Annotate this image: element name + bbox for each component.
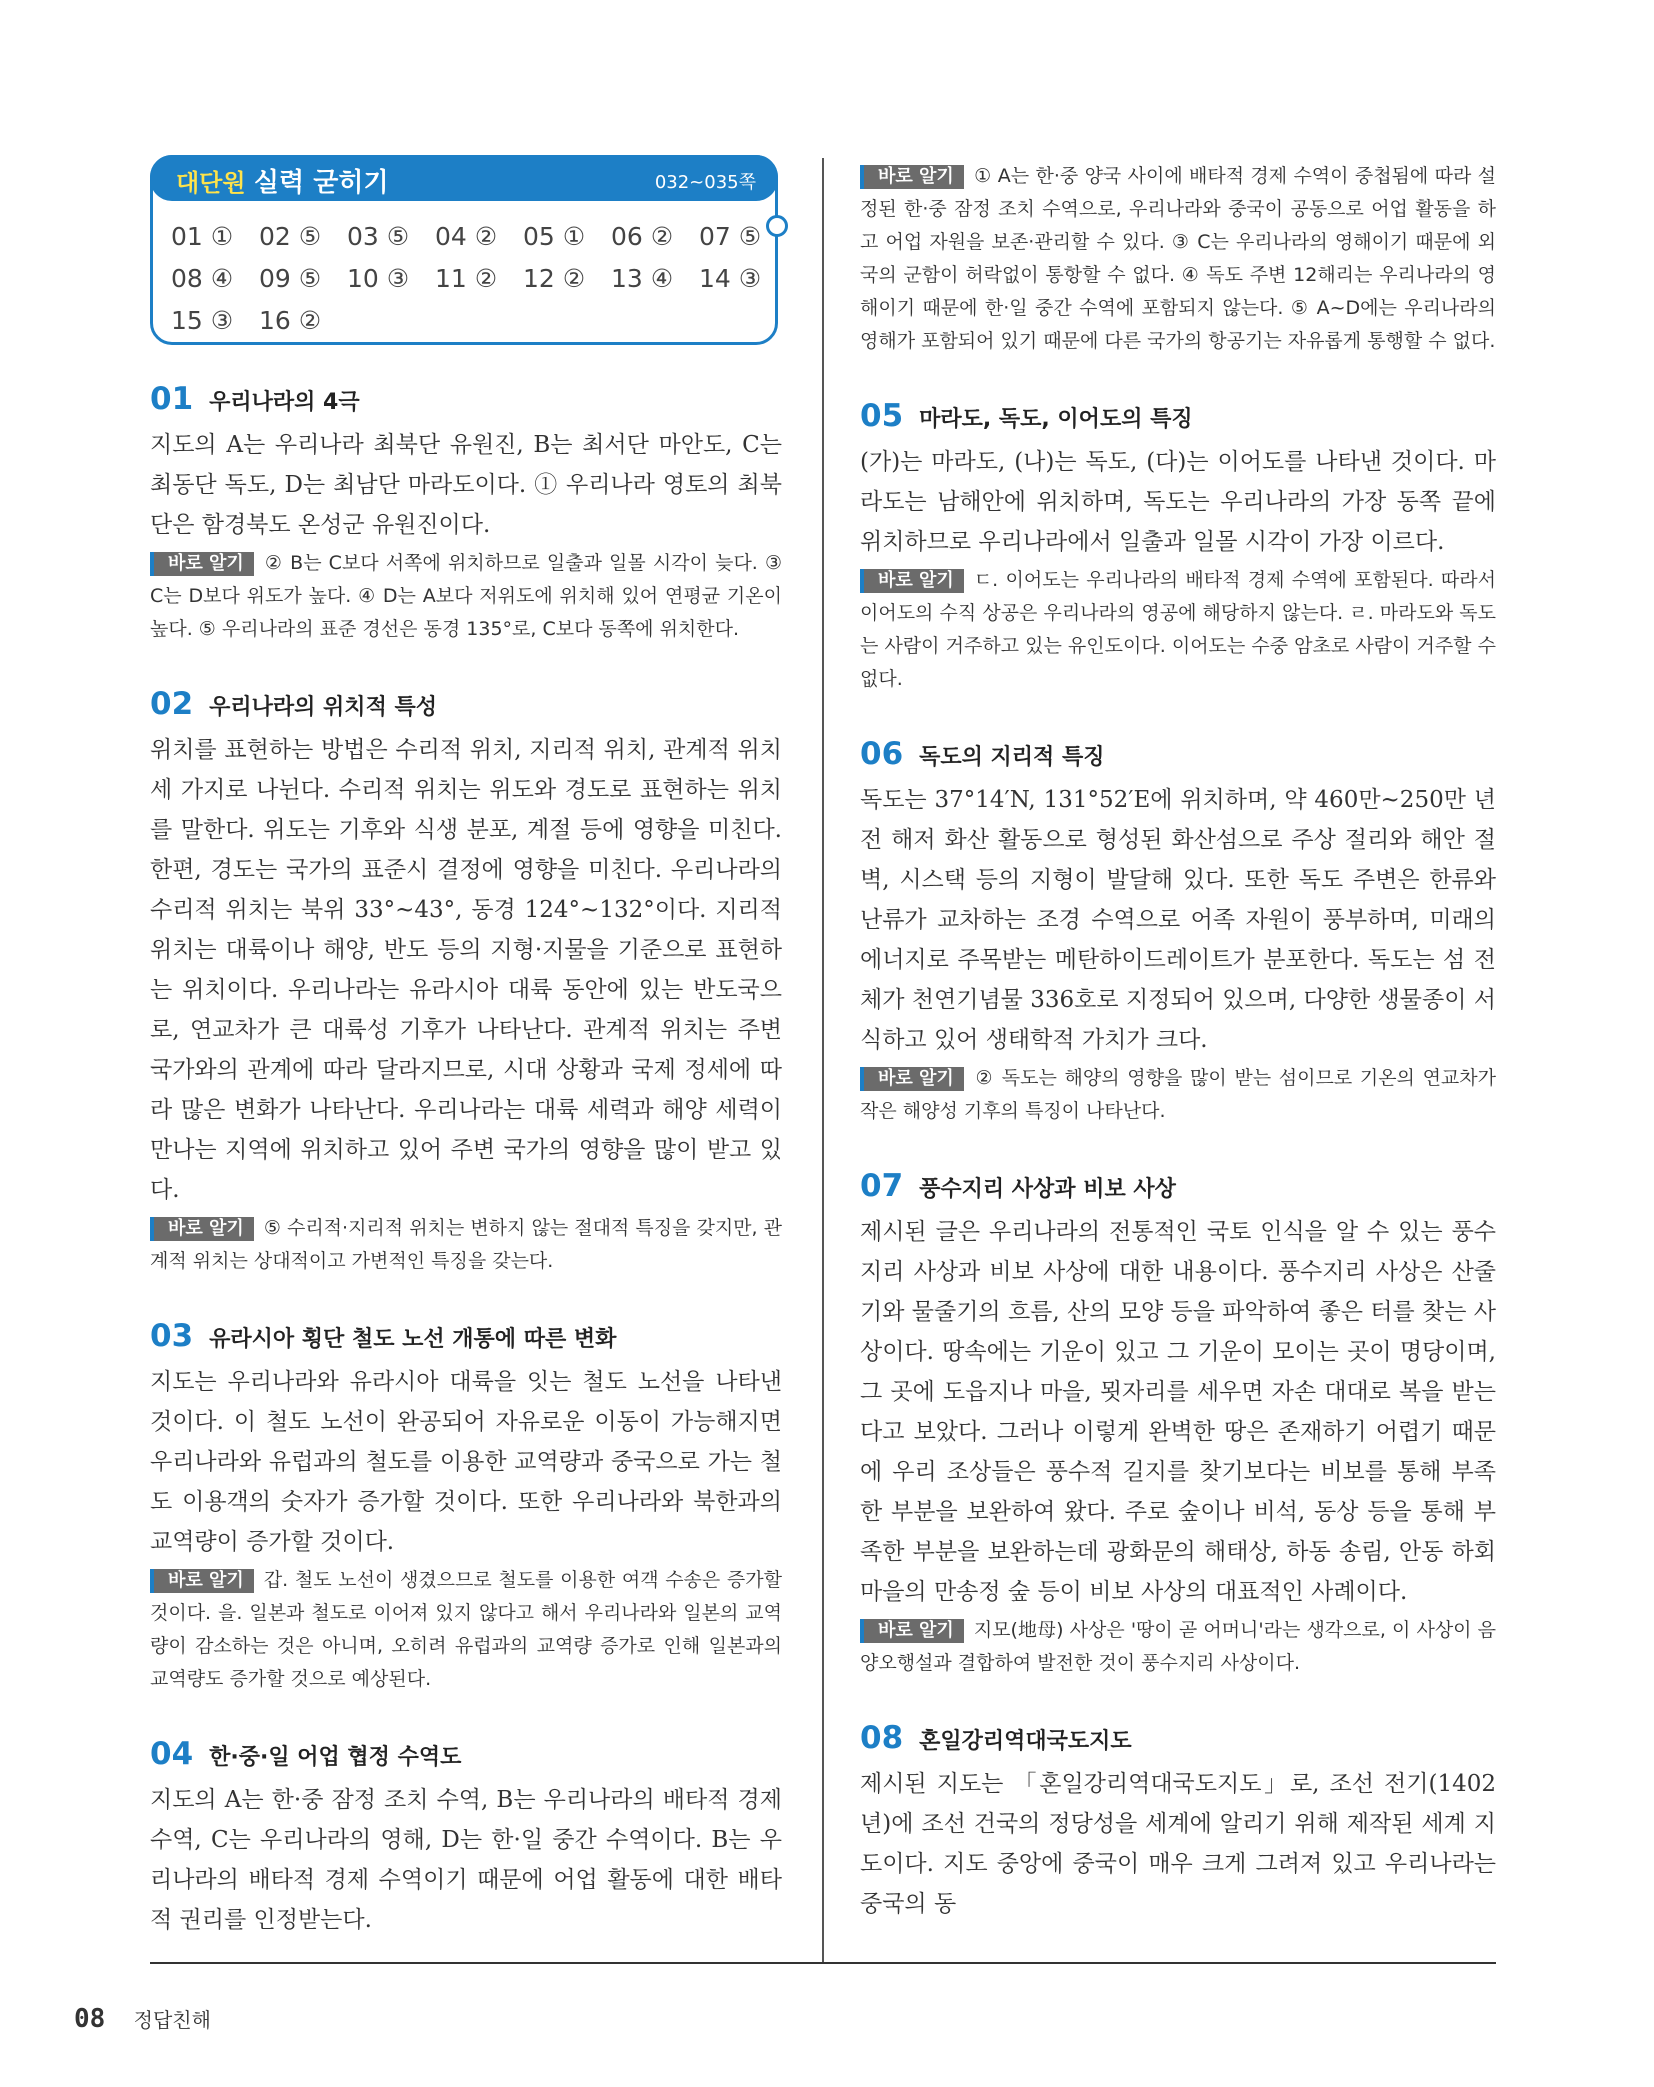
- section-number: 04: [150, 1736, 194, 1772]
- note-tag: 바로 알기: [150, 552, 254, 576]
- section-number: 08: [860, 1720, 904, 1756]
- answer-section: [860, 398, 1496, 696]
- section-header: [150, 1736, 782, 1772]
- answer-item: 02 ⑤: [259, 222, 322, 251]
- right-sections: [860, 398, 1496, 1924]
- left-sections: [150, 381, 782, 1940]
- page-number: 08: [74, 2004, 106, 2034]
- section-title: 유라시아 횡단 철도 노선 개통에 따른 변화: [209, 1327, 617, 1352]
- section-body: 위치를 표현하는 방법은 수리적 위치, 지리적 위치, 관계적 위치 세 가지로 나뉜다. 수리적 위치는 위도와 경도로 표현하는 위치를 말한다. 위도는 기후와 식생 분포, 계절 등에 영향을 미친다. 한편, 경도는 국가의 표준시 결정에 영향을 미친다. 우리나라의 수리적 위치는 북위 33°~43°, 동경 124°~132°이다. 지리적 위치는 대륙이나 해양, 반도 등의 지형·지물을 기준으로 표현하는 위치이다. 우리나라는 유라시아 대륙 동안에 있는 반도국으로, 연교차가 큰 대륙성 기후가 나타난다. 관계적 위치는 주변 국가와의 관계에 따라 달라지므로, 시대 상황과 국제 정세에 따라 많은 변화가 나타난다. 우리나라는 대륙 세력과 해양 세력이 만나는 지역에 위치하고 있어 주변 국가의 영향을 많이 받고 있다.: [150, 737, 782, 1203]
- answer-item: 13 ④: [611, 264, 674, 293]
- section-note-text: 갑. 철도 노선이 생겼으므로 철도를 이용한 여객 수송은 증가할 것이다. 을. 일본과 철도로 이어져 있지 않다고 해서 우리나라와 일본의 교역량이 감소하는 것은 아니며, 오히려 유럽과의 교역량 증가로 인해 일본과의 교역량도 증가할 것으로 예상된다.: [150, 1569, 782, 1690]
- section-number: 03: [150, 1318, 194, 1354]
- section-header: [860, 1168, 1496, 1204]
- left-column: [150, 155, 782, 1980]
- answer-item: 14 ③: [699, 264, 762, 293]
- answer-section: [150, 381, 782, 646]
- section-body: (가)는 마라도, (나)는 독도, (다)는 이어도를 나타낸 것이다. 마라도는 남해안에 위치하며, 독도는 우리나라의 가장 동쪽 끝에 위치하므로 우리나라에서 일출과 일몰 시각이 가장 이르다.: [860, 449, 1496, 555]
- section-title: 독도의 지리적 특징: [919, 745, 1105, 770]
- column-divider: [822, 158, 824, 1963]
- answer-item: 11 ②: [435, 264, 498, 293]
- answer-item: 08 ④: [171, 264, 234, 293]
- right-column: [860, 158, 1496, 1964]
- section-note: [150, 1564, 782, 1696]
- section-header: [860, 398, 1496, 434]
- footer: [74, 2004, 211, 2034]
- answer-item: 01 ①: [171, 222, 234, 251]
- section-number: 06: [860, 736, 904, 772]
- section-note-text: ㄷ. 이어도는 우리나라의 배타적 경제 수역에 포함된다. 따라서 이어도의 수직 상공은 우리나라의 영공에 해당하지 않는다. ㄹ. 마라도와 독도는 사람이 거주하고 있는 유인도이다. 이어도는 수중 암초로 사람이 거주할 수 없다.: [860, 569, 1496, 690]
- section-header: [150, 686, 782, 722]
- note-tag: 바로 알기: [860, 569, 964, 593]
- section-note-text: 지모(地母) 사상은 '땅이 곧 어머니'라는 생각으로, 이 사상이 음양오행설과 결합하여 발전한 것이 풍수지리 사상이다.: [860, 1619, 1496, 1674]
- answer-key-box: [150, 155, 778, 345]
- section-body: 지도의 A는 한·중 잠정 조치 수역, B는 우리나라의 배타적 경제 수역, C는 우리나라의 영해, D는 한·일 중간 수역이다. B는 우리나라의 배타적 경제 수역이기 때문에 어업 활동에 대한 배타적 권리를 인정받는다.: [150, 1787, 782, 1933]
- answer-item: 09 ⑤: [259, 264, 322, 293]
- answer-section: [860, 1168, 1496, 1680]
- answer-section: [860, 1720, 1496, 1924]
- answer-key-header: [150, 155, 778, 201]
- section-body: 지도는 우리나라와 유라시아 대륙을 잇는 철도 노선을 나타낸 것이다. 이 철도 노선이 완공되어 자유로운 이동이 가능해지면 우리나라와 유럽과의 철도를 이용한 교역량과 중국으로 가는 철도 이용객의 숫자가 증가할 것이다. 또한 우리나라와 북한과의 교역량이 증가할 것이다.: [150, 1369, 782, 1555]
- section-note: [150, 547, 782, 646]
- answer-key-title: [176, 162, 389, 199]
- section-number: 02: [150, 686, 194, 722]
- section-note-text: ② B는 C보다 서쪽에 위치하므로 일출과 일몰 시각이 늦다. ③ C는 D보다 위도가 높다. ④ D는 A보다 저위도에 위치해 있어 연평균 기온이 높다. ⑤ 우리나라의 표준 경선은 동경 135°로, C보다 동쪽에 위치한다.: [150, 552, 782, 640]
- section-header: [860, 736, 1496, 772]
- section-title: 우리나라의 위치적 특성: [209, 695, 437, 720]
- section-note: [860, 564, 1496, 696]
- note-tag: 바로 알기: [150, 1217, 254, 1241]
- answer-section: [150, 686, 782, 1278]
- section-note: [860, 1614, 1496, 1680]
- note-tag: 바로 알기: [150, 1569, 254, 1593]
- answer-key-title-sub: 실력 굳히기: [253, 168, 389, 198]
- answer-item: 16 ②: [259, 306, 322, 335]
- answer-section: [150, 1736, 782, 1940]
- section-title: 한·중·일 어업 협정 수역도: [209, 1745, 462, 1770]
- section-body: 독도는 37°14′N, 131°52′E에 위치하며, 약 460만~250만 년 전 해저 화산 활동으로 형성된 화산섬으로 주상 절리와 해안 절벽, 시스택 등의 지형이 발달해 있다. 또한 독도 주변은 한류와 난류가 교차하는 조경 수역으로 어족 자원이 풍부하며, 미래의 에너지로 주목받는 메탄하이드레이트가 분포한다. 독도는 섬 전체가 천연기념물 336호로 지정되어 있으며, 다양한 생물종이 서식하고 있어 생태학적 가치가 크다.: [860, 787, 1496, 1053]
- note-tag: 바로 알기: [860, 1067, 964, 1091]
- section-header: [150, 1318, 782, 1354]
- continued-note: [860, 160, 1496, 358]
- section-title: 풍수지리 사상과 비보 사상: [919, 1177, 1176, 1202]
- section-header: [860, 1720, 1496, 1756]
- answer-grid: [171, 222, 787, 340]
- answer-section: [150, 1318, 782, 1696]
- note-tag: 바로 알기: [860, 165, 964, 189]
- section-title: 마라도, 독도, 이어도의 특징: [919, 407, 1193, 432]
- section-note: [150, 1212, 782, 1278]
- continued-note-text: ① A는 한·중 양국 사이에 배타적 경제 수역이 중첩됨에 따라 설정된 한·중 잠정 조치 수역으로, 우리나라와 중국이 공동으로 어업 활동을 하고 어업 자원을 보존·관리할 수 있다. ③ C는 우리나라의 영해이기 때문에 외국의 군함이 허락없이 통항할 수 없다. ④ 독도 주변 12해리는 우리나라의 영해이기 때문에 한·일 중간 수역에 포함되지 않는다. ⑤ A~D에는 우리나라의 영해가 포함되어 있기 때문에 다른 국가의 항공기는 자유롭게 통행할 수 없다.: [860, 165, 1496, 352]
- section-note-text: ② 독도는 해양의 영향을 많이 받는 섬이므로 기온의 연교차가 작은 해양성 기후의 특징이 나타난다.: [860, 1067, 1496, 1122]
- section-note-text: ⑤ 수리적·지리적 위치는 변하지 않는 절대적 특징을 갖지만, 관계적 위치는 상대적이고 가변적인 특징을 갖는다.: [150, 1217, 782, 1272]
- section-note: [860, 1062, 1496, 1128]
- section-number: 07: [860, 1168, 904, 1204]
- section-number: 05: [860, 398, 904, 434]
- section-number: 01: [150, 381, 194, 417]
- answer-item: 10 ③: [347, 264, 410, 293]
- footer-label: 정답친해: [133, 2008, 211, 2032]
- answer-key-pages: 032~035쪽: [654, 172, 756, 193]
- answer-item: 05 ①: [523, 222, 586, 251]
- answer-item: 07 ⑤: [699, 222, 762, 251]
- section-body: 제시된 지도는 「혼일강리역대국도지도」로, 조선 전기(1402년)에 조선 건국의 정당성을 세계에 알리기 위해 제작된 세계 지도이다. 지도 중앙에 중국이 매우 크게 그려져 있고 우리나라는 중국의 동: [860, 1771, 1496, 1917]
- answer-key-title-main: 대단원: [176, 169, 246, 197]
- answer-item: 04 ②: [435, 222, 498, 251]
- section-title: 혼일강리역대국도지도: [919, 1729, 1132, 1754]
- answer-item: 06 ②: [611, 222, 674, 251]
- answer-item: 12 ②: [523, 264, 586, 293]
- answer-item: 15 ③: [171, 306, 234, 335]
- section-body: 제시된 글은 우리나라의 전통적인 국토 인식을 알 수 있는 풍수지리 사상과 비보 사상에 대한 내용이다. 풍수지리 사상은 산줄기와 물줄기의 흐름, 산의 모양 등을 파악하여 좋은 터를 찾는 사상이다. 땅속에는 기운이 있고 그 기운이 모이는 곳이 명당이며, 그 곳에 도읍지나 마을, 묏자리를 세우면 자손 대대로 복을 받는다고 보았다. 그러나 이렇게 완벽한 땅은 존재하기 어렵기 때문에 우리 조상들은 풍수적 길지를 찾기보다는 비보를 통해 부족한 부분을 보완하여 왔다. 주로 숲이나 비석, 동상 등을 통해 부족한 부분을 보완하는데 광화문의 해태상, 하동 송림, 안동 하회마을의 만송정 숲 등이 비보 사상의 대표적인 사례이다.: [860, 1219, 1496, 1605]
- answer-section: [860, 736, 1496, 1128]
- answer-item: 03 ⑤: [347, 222, 410, 251]
- note-tag: 바로 알기: [860, 1619, 964, 1643]
- section-header: [150, 381, 782, 417]
- section-body: 지도의 A는 우리나라 최북단 유원진, B는 최서단 마안도, C는 최동단 독도, D는 최남단 마라도이다. ① 우리나라 영토의 최북단은 함경북도 온성군 유원진이다.: [150, 432, 782, 538]
- section-title: 우리나라의 4극: [209, 390, 360, 415]
